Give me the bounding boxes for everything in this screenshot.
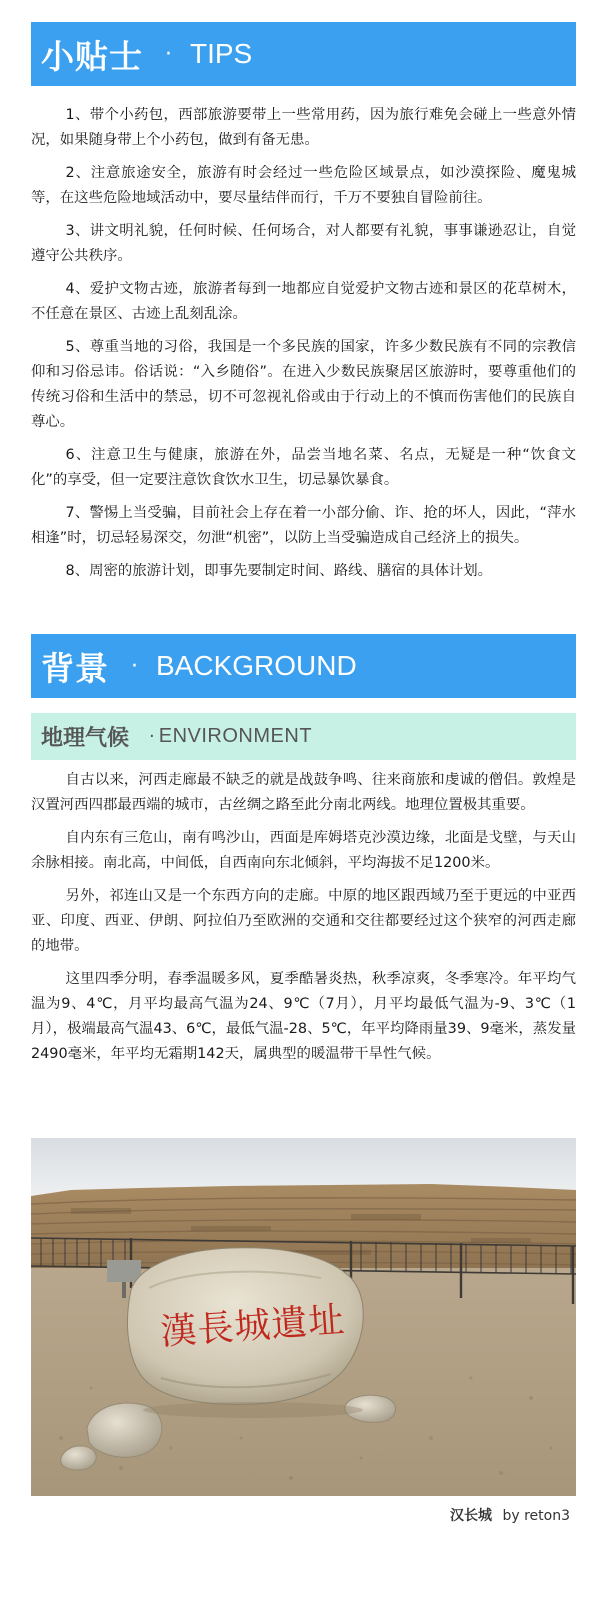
photo-illustration <box>31 1138 576 1496</box>
tip-item: 8、周密的旅游计划，即事先要制定时间、路线、膳宿的具体计划。 <box>65 563 493 579</box>
photo-caption <box>450 1505 570 1525</box>
environment-paragraph: 自内东有三危山，南有鸣沙山，西面是库姆塔克沙漠边缘，北面是戈壁，与天山余脉相接。南北高，中间低，自西南向东北倾斜，平均海拔不足1200米。 <box>31 830 576 871</box>
tip-item: 7、警惕上当受骗，目前社会上存在着一小部分偷、诈、抢的坏人，因此，“萍水相逢”时，切忌轻易深交，勿泄“机密”，以防上当受骗造成自己经济上的损失。 <box>31 505 576 546</box>
tips-section-header <box>31 22 576 86</box>
tips-title-cn: 小贴士 <box>41 36 143 76</box>
tip-item: 1、带个小药包，西部旅游要带上一些常用药，因为旅行难免会碰上一些意外情况，如果随身带上个小药包，做到有备无患。 <box>31 107 576 148</box>
sign-post <box>107 1260 141 1282</box>
environment-subheader <box>31 713 576 760</box>
tip-item: 2、注意旅途安全，旅游有时会经过一些危险区域景点，如沙漠探险、魔鬼城等，在这些危险地域活动中，要尽量结伴而行，千万不要独自冒险前往。 <box>31 165 576 206</box>
background-section-header <box>31 634 576 698</box>
background-title-cn: 背景 <box>41 648 109 688</box>
tips-title-en: TIPS <box>190 38 253 69</box>
environment-title-cn: 地理气候 <box>41 726 130 751</box>
tips-list <box>31 103 576 592</box>
environment-paragraph: 自古以来，河西走廊最不缺乏的就是战鼓争鸣、往来商旅和虔诚的僧侣。敦煌是汉置河西四郡最西端的城市，古丝绸之路至此分南北两线。地理位置极其重要。 <box>31 772 576 813</box>
environment-paragraph: 这里四季分明，春季温暖多风，夏季酷暑炎热，秋季凉爽，冬季寒冷。年平均气温为9、4℃，月平均最高气温为24、9℃（7月），月平均最低气温为-9、3℃（1月），极端最高气温43、6℃，最低气温-28、5℃，年平均降雨量39、9毫米，蒸发量2490毫米，年平均无霜期142天，属典型的暖温带干旱性气候。 <box>31 971 576 1062</box>
tip-item: 3、讲文明礼貌，任何时候、任何场合，对人都要有礼貌，事事谦逊忍让，自觉遵守公共秩序。 <box>31 223 576 264</box>
caption-place: 汉长城 <box>450 1508 493 1524</box>
caption-credit: by reton3 <box>502 1508 570 1524</box>
environment-title-en: ENVIRONMENT <box>158 725 313 747</box>
tip-item: 6、注意卫生与健康，旅游在外，品尝当地名菜、名点，无疑是一种“饮食文化”的享受，但一定要注意饮食饮水卫生，切忌暴饮暴食。 <box>31 447 576 488</box>
environment-title-separator: · <box>149 726 155 747</box>
environment-text <box>31 768 576 1075</box>
background-title-en: BACKGROUND <box>156 650 357 681</box>
tips-title-separator: · <box>165 41 172 67</box>
tip-item: 5、尊重当地的习俗，我国是一个多民族的国家，许多少数民族有不同的宗教信仰和习俗忌讳。俗话说：“入乡随俗”。在进入少数民族聚居区旅游时，要尊重他们的传统习俗和生活中的禁忌，切不可忽视礼俗或由于行动上的不慎而伤害他们的民族自尊心。 <box>31 339 576 430</box>
stone-inscription: 漢長城遺址 <box>159 1299 347 1354</box>
han-great-wall-photo <box>31 1138 576 1496</box>
background-title-separator: · <box>131 653 138 679</box>
environment-paragraph: 另外，祁连山又是一个东西方向的走廊。中原的地区跟西域乃至于更远的中亚西亚、印度、西亚、伊朗、阿拉伯乃至欧洲的交通和交往都要经过这个狭窄的河西走廊的地带。 <box>31 888 576 954</box>
tip-item: 4、爱护文物古迹，旅游者每到一地都应自觉爱护文物古迹和景区的花草树木，不任意在景区、古迹上乱刻乱涂。 <box>31 281 576 322</box>
